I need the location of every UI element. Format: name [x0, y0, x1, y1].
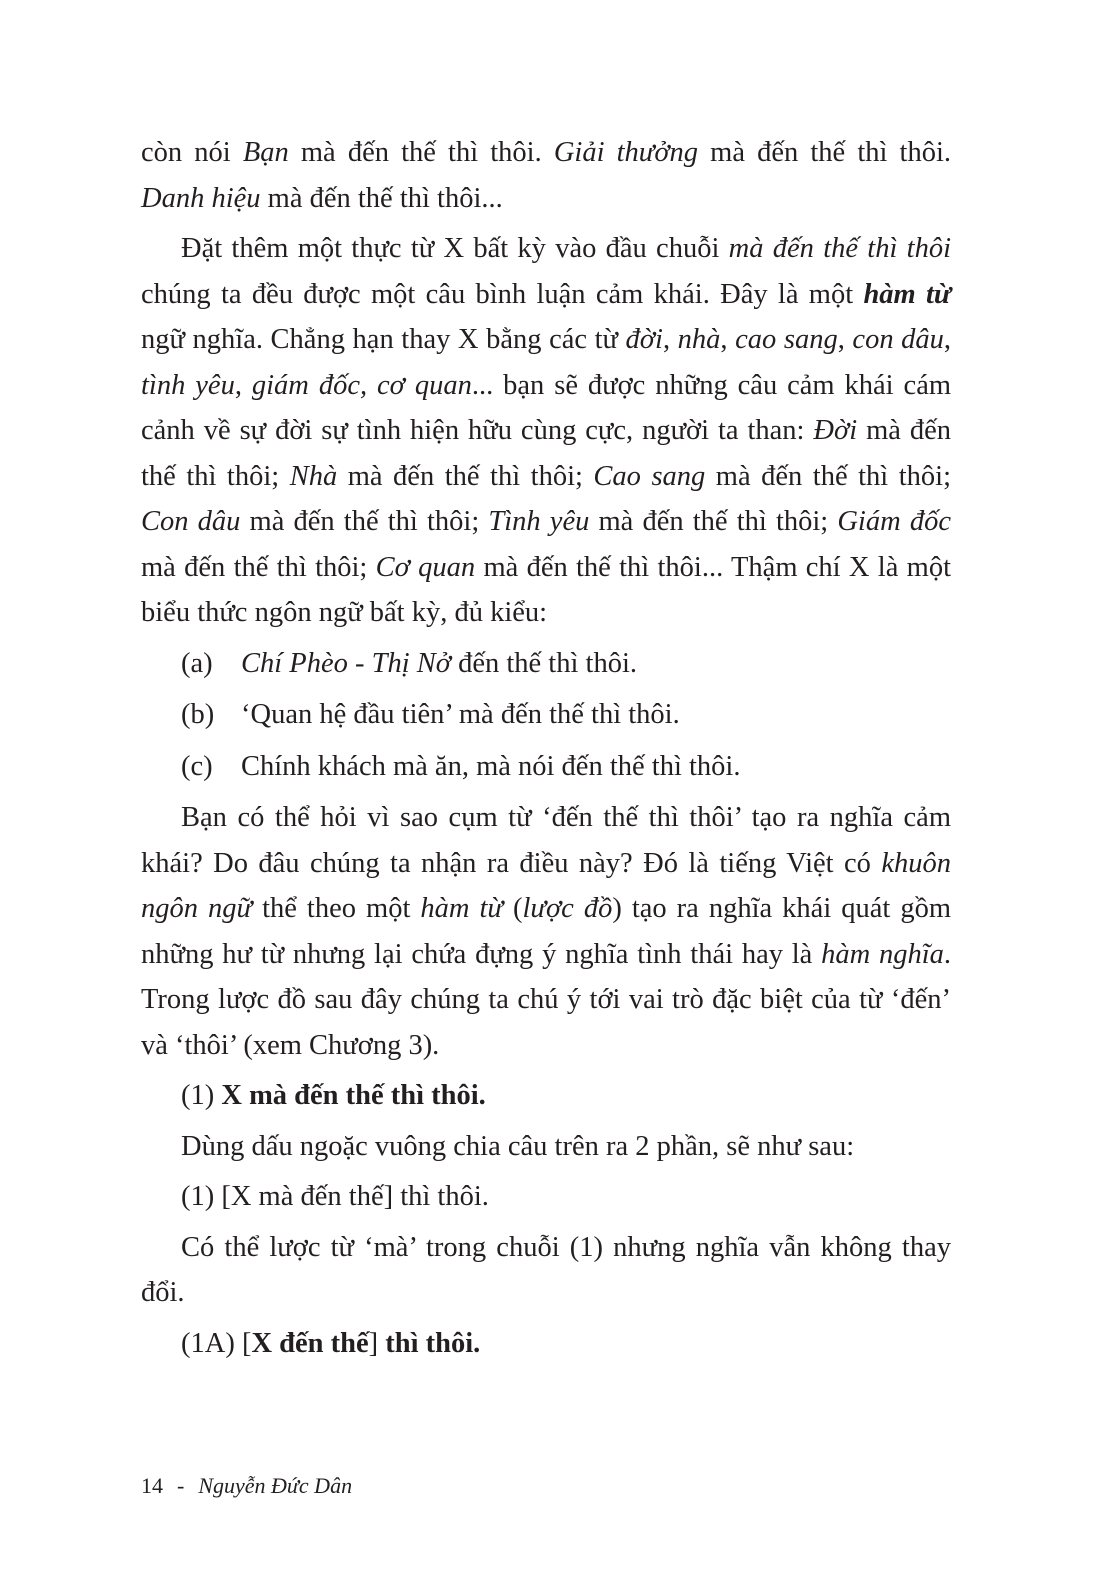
- text-run: lược đồ: [522, 893, 613, 924]
- text-run: ‘Quan hệ đầu tiên’ mà đến thế thì thôi.: [241, 699, 680, 730]
- example-label: (c): [181, 750, 213, 782]
- body-text: [141, 130, 951, 1371]
- text-run: còn nói: [141, 137, 243, 168]
- text-run: . Trong lược đồ sau đây chúng ta chú ý tới vai trò đặc biệt của từ ‘đến’ và ‘thôi’ (xem Chương 3).: [141, 938, 951, 1061]
- page-number: 14: [141, 1473, 163, 1498]
- text-run: ,: [943, 324, 952, 355]
- example-text: [241, 744, 740, 790]
- text-run: mà đến thế thì thôi.: [698, 137, 951, 168]
- text-run: Đời: [813, 415, 858, 446]
- text-run: hàm từ: [420, 893, 503, 924]
- example-c: [181, 744, 951, 790]
- text-run: mà đến thế thì thôi...: [260, 182, 503, 214]
- text-run: Đặt thêm một thực từ X bất kỳ vào đầu chuỗi: [181, 233, 729, 264]
- text-run: đến thế thì thôi.: [450, 647, 637, 679]
- text-run: hàm từ: [863, 278, 952, 310]
- text-run: Nhà: [289, 460, 338, 492]
- text-run: Bạn: [242, 137, 289, 168]
- example-text: [241, 692, 680, 738]
- text-run: ) tạo ra nghĩa khái quát gồm những hư từ nhưng lại chứa đựng ý nghĩa tình thái hay là: [141, 893, 952, 970]
- text-run: mà đến thế thì thôi... Thậm chí X là một biểu thức ngôn ngữ bất kỳ, đủ kiểu:: [141, 551, 951, 628]
- text-run: mà đến thế thì thôi: [728, 233, 951, 264]
- text-run: ,: [662, 324, 678, 355]
- text-run: Tình yêu: [488, 506, 590, 537]
- text-run: tình yêu: [141, 369, 235, 401]
- text-run: Danh hiệu: [141, 182, 261, 214]
- text-run: giám đốc, cơ quan: [251, 369, 472, 401]
- text-run: thể theo một: [252, 893, 421, 924]
- example-label: (b): [181, 699, 215, 730]
- paragraph-function-word: [141, 226, 951, 636]
- page-footer: [141, 1473, 352, 1499]
- paragraph-omit: [141, 1225, 951, 1316]
- example-b: [181, 692, 951, 738]
- text-run: thì thôi.: [385, 1327, 481, 1359]
- text-run: X đến thế: [251, 1327, 369, 1359]
- text-run: ,: [720, 324, 736, 355]
- text-run: ]: [368, 1327, 386, 1359]
- text-run: chúng ta đều được một câu bình luận cảm khái. Đây là một: [141, 278, 864, 310]
- formula-1: [181, 1073, 951, 1119]
- text-run: (1A) [: [181, 1327, 252, 1359]
- text-run: ,: [837, 324, 853, 355]
- example-a: [181, 641, 951, 687]
- paragraph-continuation: [141, 130, 951, 221]
- paragraph-bracket: [141, 1124, 951, 1170]
- text-run: (: [502, 893, 523, 924]
- text-run: ,: [234, 369, 252, 401]
- text-run: nhà: [677, 324, 721, 355]
- text-run: ... bạn sẽ được những câu cảm khái cám cảnh về sự đời sự tình hiện hữu cùng cực, người ta than:: [141, 369, 952, 446]
- text-run: khuôn ngôn ngữ: [141, 847, 951, 924]
- text-run: mà đến thế thì thôi;: [141, 415, 951, 492]
- text-run: Chí Phèo - Thị Nở: [241, 647, 451, 679]
- text-run: ngữ nghĩa. Chẳng hạn thay X bằng các từ: [141, 324, 626, 355]
- text-run: Chính khách mà ăn, mà nói đến thế thì thôi.: [241, 750, 741, 782]
- formula-1-bracketed: [181, 1174, 951, 1220]
- text-run: X mà đến thế thì thôi.: [221, 1080, 486, 1111]
- text-run: hàm nghĩa: [821, 938, 944, 970]
- text-run: Bạn có thể hỏi vì sao cụm từ ‘đến thế thì thôi’ tạo ra nghĩa cảm khái? Do đâu chúng ta nhận ra điều này? Đó là tiếng Việt có: [141, 802, 951, 879]
- formula-1a: [181, 1321, 951, 1367]
- example-label: (a): [181, 647, 213, 679]
- text-run: con dâu: [852, 324, 944, 355]
- text-run: (1): [181, 1080, 222, 1111]
- text-run: mà đến thế thì thôi;: [589, 506, 838, 537]
- text-run: Dùng dấu ngoặc vuông chia câu trên ra 2 phần, sẽ như sau:: [181, 1130, 855, 1162]
- text-run: mà đến thế thì thôi;: [141, 551, 376, 583]
- text-run: cao sang: [735, 324, 838, 355]
- text-run: (1) [X mà đến thế] thì thôi.: [181, 1181, 489, 1212]
- text-run: mà đến thế thì thôi;: [705, 460, 951, 492]
- text-run: mà đến thế thì thôi;: [240, 506, 489, 537]
- text-run: Cơ quan: [375, 551, 476, 583]
- example-text: [241, 641, 637, 687]
- text-run: Giám đốc: [837, 506, 951, 537]
- text-run: mà đến thế thì thôi;: [337, 460, 594, 492]
- footer-separator: -: [177, 1473, 185, 1498]
- text-run: Có thể lược từ ‘mà’ trong chuỗi (1) nhưng nghĩa vẫn không thay đổi.: [141, 1231, 951, 1308]
- text-run: Cao sang: [593, 460, 706, 492]
- text-run: mà đến thế thì thôi.: [288, 137, 554, 168]
- text-run: đời: [625, 324, 663, 355]
- text-run: Con dâu: [141, 506, 241, 537]
- author-name: Nguyễn Đức Dân: [198, 1473, 353, 1498]
- paragraph-explanation: [141, 795, 951, 1068]
- text-run: Giải thưởng: [553, 137, 699, 168]
